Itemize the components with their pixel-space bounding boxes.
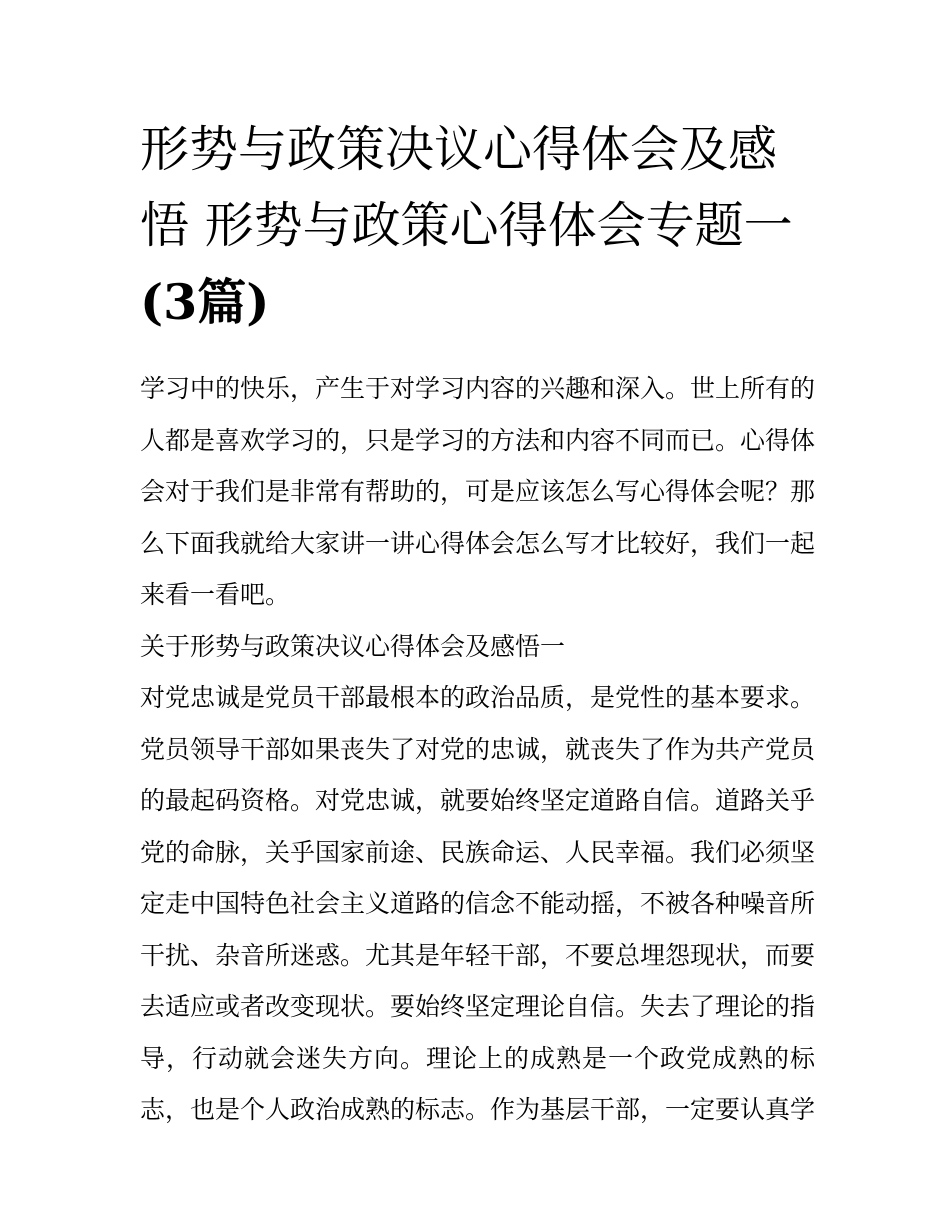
intro-paragraph: 学习中的快乐，产生于对学习内容的兴趣和深入。世上所有的人都是喜欢学习的，只是学习的方法和内容不同而已。心得体会对于我们是非常有帮助的，可是应该怎么写心得体会呢？那么下面我就给大家讲一讲心得体会怎么写才比较好，我们一起来看一看吧。 <box>140 374 816 609</box>
document-content <box>140 112 815 1136</box>
section-heading: 关于形势与政策决议心得体会及感悟一 <box>140 631 566 661</box>
document-title-count: (3篇) <box>140 273 270 331</box>
section-body-paragraph: 对党忠诚是党员干部最根本的政治品质，是党性的基本要求。党员领导干部如果丧失了对党的忠诚，就丧失了作为共产党员的最起码资格。对党忠诚，就要始终坚定道路自信。道路关乎党的命脉，关乎国家前途、民族命运、人民幸福。我们必须坚定走中国特色社会主义道路的信念不能动摇，不被各种噪音所干扰、杂音所迷惑。尤其是年轻干部，不要总埋怨现状，而要去适应或者改变现状。要始终坚定理论自信。失去了理论的指导，行动就会迷失方向。理论上的成熟是一个政党成熟的标志，也是个人政治成熟的标志。作为基层干部，一定要认真学 <box>140 683 816 1124</box>
document-title <box>140 112 815 341</box>
document-title-main: 形势与政策决议心得体会及感悟 形势与政策心得体会专题一 <box>140 121 793 254</box>
